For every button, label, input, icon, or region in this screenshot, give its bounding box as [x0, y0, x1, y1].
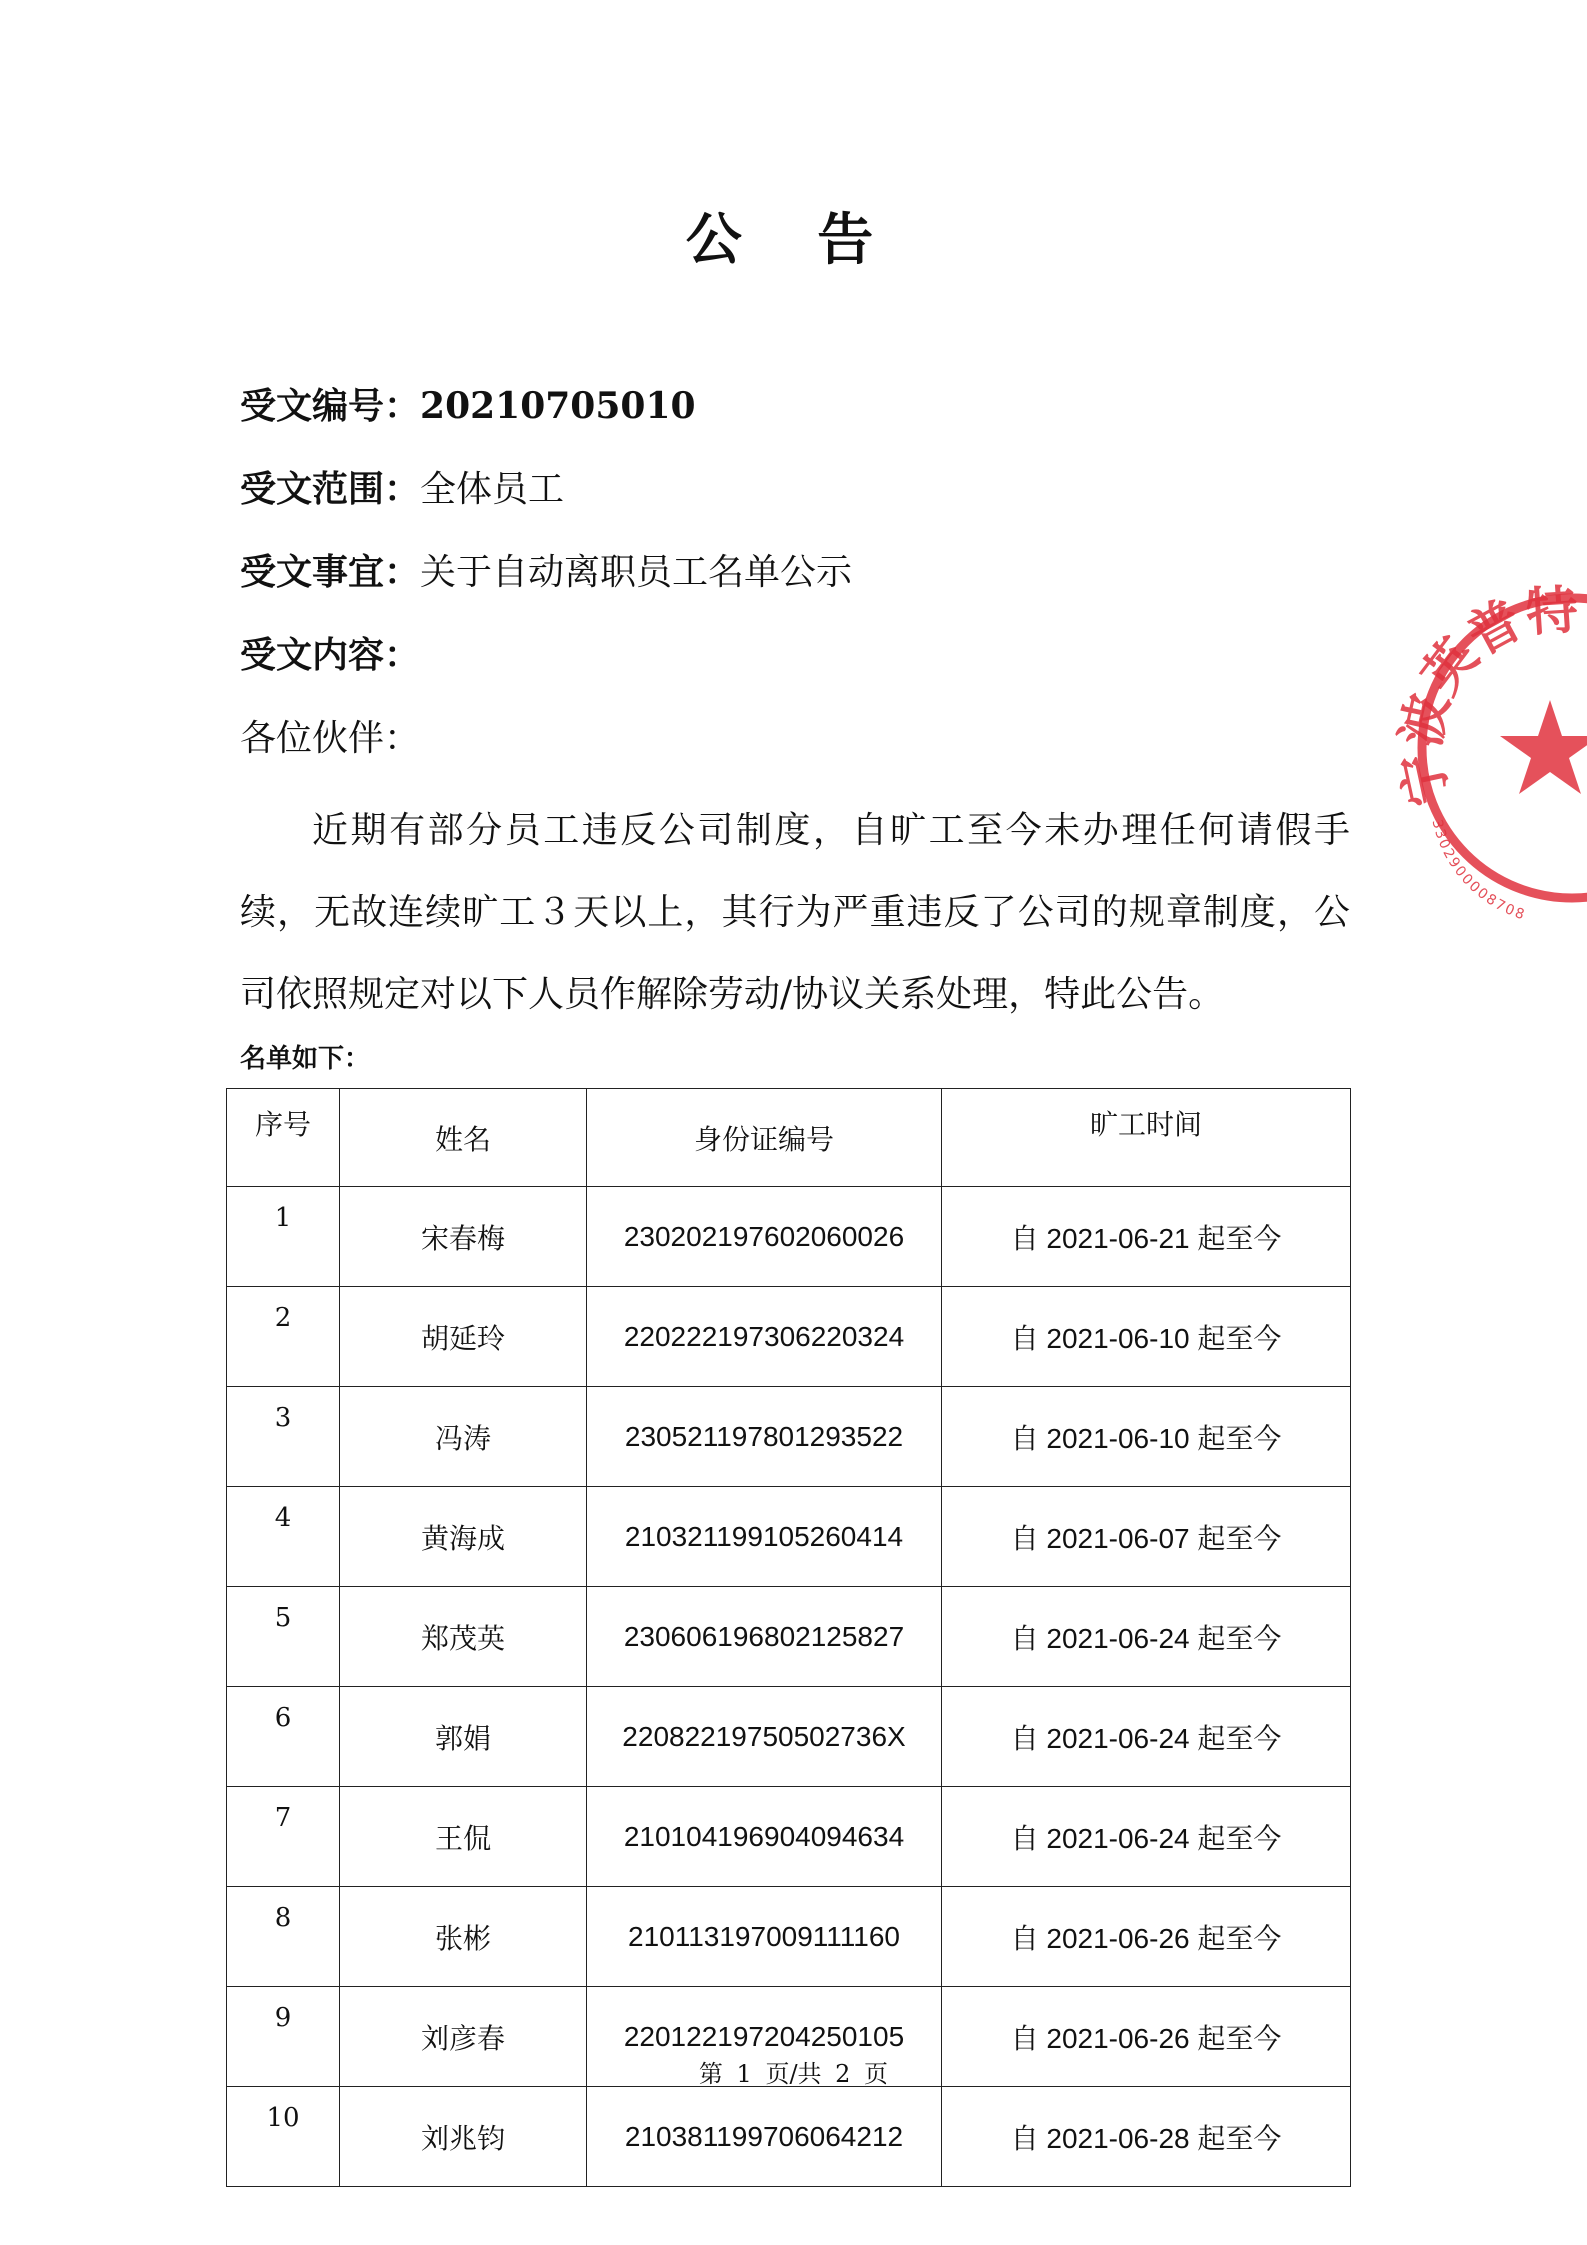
- doc-number-row: [240, 378, 696, 429]
- page-title: 公 告: [685, 208, 902, 273]
- cell-time: 自 2021-06-21 起至今: [942, 1187, 1351, 1287]
- cell-no: 9: [227, 1987, 340, 2087]
- cell-id: 22082219750502736X: [587, 1687, 942, 1787]
- header-no: 序号: [227, 1089, 340, 1187]
- cell-name: 冯涛: [340, 1387, 587, 1487]
- company-seal: [1391, 570, 1587, 924]
- cell-name: 刘彦春: [340, 1987, 587, 2087]
- table-row: [227, 1887, 1351, 1987]
- cell-name: 宋春梅: [340, 1187, 587, 1287]
- doc-matter-row: [240, 544, 852, 595]
- header-time: 旷工时间: [942, 1089, 1351, 1187]
- table-header-row: [227, 1089, 1351, 1187]
- employee-table: [226, 1088, 1351, 2187]
- cell-id: 230202197602060026: [587, 1187, 942, 1287]
- doc-content-row: [240, 627, 420, 678]
- cell-name: 刘兆钧: [340, 2087, 587, 2187]
- cell-id: 210321199105260414: [587, 1487, 942, 1587]
- cell-time: 自 2021-06-24 起至今: [942, 1687, 1351, 1787]
- doc-scope-value: 全体员工: [420, 469, 565, 510]
- seal-text: 宁波英普特: [1391, 580, 1580, 811]
- cell-id: 230606196802125827: [587, 1587, 942, 1687]
- table-row: [227, 1187, 1351, 1287]
- table-row: [227, 1587, 1351, 1687]
- cell-no: 10: [227, 2087, 340, 2187]
- cell-no: 7: [227, 1787, 340, 1887]
- cell-time: 自 2021-06-24 起至今: [942, 1587, 1351, 1687]
- doc-matter-value: 关于自动离职员工名单公示: [420, 552, 853, 593]
- seal-number: 3302900008708: [1428, 817, 1529, 924]
- cell-name: 张彬: [340, 1887, 587, 1987]
- cell-no: 1: [227, 1187, 340, 1287]
- cell-time: 自 2021-06-26 起至今: [942, 1887, 1351, 1987]
- cell-name: 黄海成: [340, 1487, 587, 1587]
- page-footer: 第 1 页/共 2 页: [698, 2060, 889, 2088]
- header-id: 身份证编号: [587, 1089, 942, 1187]
- doc-content-label: 受文内容：: [240, 635, 421, 676]
- cell-no: 4: [227, 1487, 340, 1587]
- list-label: 名单如下：: [240, 1044, 371, 1074]
- notice-body: 近期有部分员工违反公司制度，自旷工至今未办理任何请假手续，无故连续旷工３天以上，其行为严重违反了公司的规章制度，公司依照规定对以下人员作解除劳动/协议关系处理，特此公告。: [240, 810, 1350, 1015]
- cell-name: 郑茂英: [340, 1587, 587, 1687]
- table-row: [227, 1287, 1351, 1387]
- doc-number-value: 20210705010: [420, 385, 696, 427]
- cell-time: 自 2021-06-26 起至今: [942, 1987, 1351, 2087]
- table-row: [227, 1487, 1351, 1587]
- cell-id: 210104196904094634: [587, 1787, 942, 1887]
- table-row: [227, 2087, 1351, 2187]
- cell-id: 210381199706064212: [587, 2087, 942, 2187]
- cell-name: 郭娟: [340, 1687, 587, 1787]
- cell-name: 胡延玲: [340, 1287, 587, 1387]
- doc-number-label: 受文编号：: [240, 386, 421, 427]
- cell-id: 230521197801293522: [587, 1387, 942, 1487]
- table-row: [227, 1387, 1351, 1487]
- table-row: [227, 1687, 1351, 1787]
- doc-scope-row: [240, 461, 564, 512]
- cell-time: 自 2021-06-10 起至今: [942, 1287, 1351, 1387]
- cell-name: 王侃: [340, 1787, 587, 1887]
- cell-id: 220222197306220324: [587, 1287, 942, 1387]
- seal-star-icon: [1500, 700, 1587, 794]
- cell-no: 2: [227, 1287, 340, 1387]
- cell-id: 220122197204250105: [587, 1987, 942, 2087]
- cell-no: 6: [227, 1687, 340, 1787]
- cell-id: 210113197009111160: [587, 1887, 942, 1987]
- doc-scope-label: 受文范围：: [240, 469, 421, 510]
- cell-time: 自 2021-06-10 起至今: [942, 1387, 1351, 1487]
- cell-no: 3: [227, 1387, 340, 1487]
- cell-time: 自 2021-06-28 起至今: [942, 2087, 1351, 2187]
- cell-time: 自 2021-06-07 起至今: [942, 1487, 1351, 1587]
- doc-matter-label: 受文事宜：: [240, 552, 421, 593]
- table-row: [227, 1787, 1351, 1887]
- greeting: 各位伙伴：: [240, 718, 421, 759]
- cell-no: 5: [227, 1587, 340, 1687]
- cell-time: 自 2021-06-24 起至今: [942, 1787, 1351, 1887]
- cell-no: 8: [227, 1887, 340, 1987]
- header-name: 姓名: [340, 1089, 587, 1187]
